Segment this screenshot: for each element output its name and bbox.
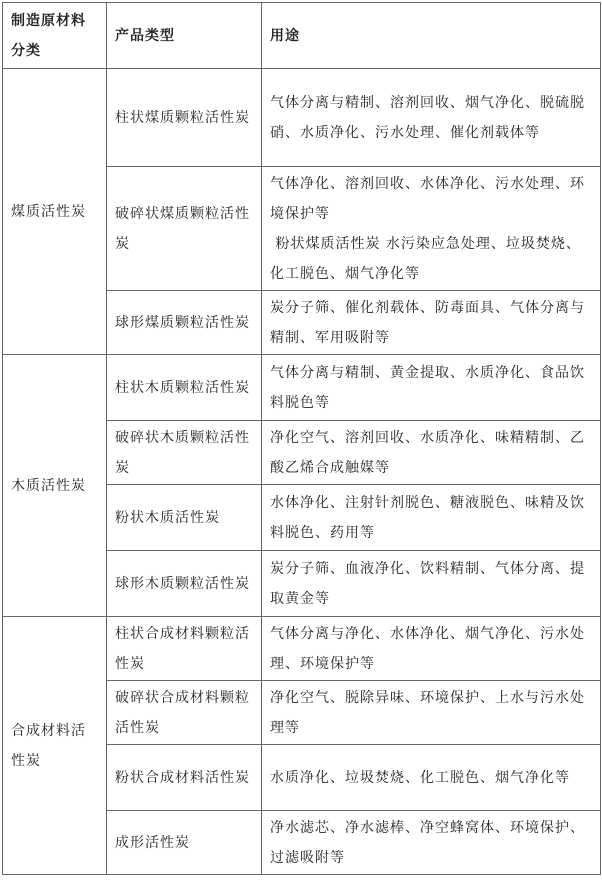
usage-cell: 气体分离与精制、黄金提取、水质净化、食品饮料脱色等 xyxy=(262,355,601,421)
usage-cell: 水体净化、注射针剂脱色、糖液脱色、味精及饮料脱色、药用等 xyxy=(262,485,601,551)
usage-cell: 气体分离与精制、溶剂回收、烟气净化、脱硫脱硝、水质净化、污水处理、催化剂载体等 xyxy=(262,69,601,167)
usage-cell: 炭分子筛、催化剂载体、防毒面具、气体分离与精制、军用吸附等 xyxy=(262,291,601,355)
usage-cell: 气体分离与净化、水体净化、烟气净化、污水处理、环境保护等 xyxy=(262,617,601,681)
usage-cell xyxy=(262,167,601,291)
usage-extra-text: 粉状煤质活性炭 水污染应急处理、垃圾焚烧、化工脱色、烟气净化等 xyxy=(270,235,581,282)
table-row xyxy=(3,617,601,681)
category-cell: 合成材料活性炭 xyxy=(3,617,107,875)
header-material-category: 制造原材料分类 xyxy=(3,3,107,69)
activated-carbon-table xyxy=(2,2,601,875)
table-row xyxy=(3,355,601,421)
product-type-cell: 球形煤质颗粒活性炭 xyxy=(107,291,262,355)
product-type-cell: 粉状合成材料活性炭 xyxy=(107,745,262,811)
usage-cell: 净化空气、溶剂回收、水质净化、味精精制、乙酸乙烯合成触媒等 xyxy=(262,421,601,485)
usage-cell: 水质净化、垃圾焚烧、化工脱色、烟气净化等 xyxy=(262,745,601,811)
table-row xyxy=(3,69,601,167)
product-type-cell: 破碎状合成材料颗粒活性炭 xyxy=(107,681,262,745)
product-type-cell: 破碎状煤质颗粒活性炭 xyxy=(107,167,262,291)
product-type-cell: 柱状煤质颗粒活性炭 xyxy=(107,69,262,167)
header-usage: 用途 xyxy=(262,3,601,69)
document-page xyxy=(2,2,601,875)
usage-cell: 净水滤芯、净水滤棒、净空蜂窝体、环境保护、过滤吸附等 xyxy=(262,811,601,875)
header-product-type: 产品类型 xyxy=(107,3,262,69)
product-type-cell: 柱状木质颗粒活性炭 xyxy=(107,355,262,421)
product-type-cell: 粉状木质活性炭 xyxy=(107,485,262,551)
category-cell: 煤质活性炭 xyxy=(3,69,107,355)
product-type-cell: 柱状合成材料颗粒活性炭 xyxy=(107,617,262,681)
table-header-row xyxy=(3,3,601,69)
product-type-cell: 球形木质颗粒活性炭 xyxy=(107,551,262,617)
category-cell: 木质活性炭 xyxy=(3,355,107,617)
product-type-cell: 成形活性炭 xyxy=(107,811,262,875)
product-type-cell: 破碎状木质颗粒活性炭 xyxy=(107,421,262,485)
usage-cell: 炭分子筛、血液净化、饮料精制、气体分离、提取黄金等 xyxy=(262,551,601,617)
usage-cell: 净化空气、脱除异味、环境保护、上水与污水处理等 xyxy=(262,681,601,745)
usage-text: 气体净化、溶剂回收、水体净化、污水处理、环境保护等 xyxy=(270,175,585,222)
